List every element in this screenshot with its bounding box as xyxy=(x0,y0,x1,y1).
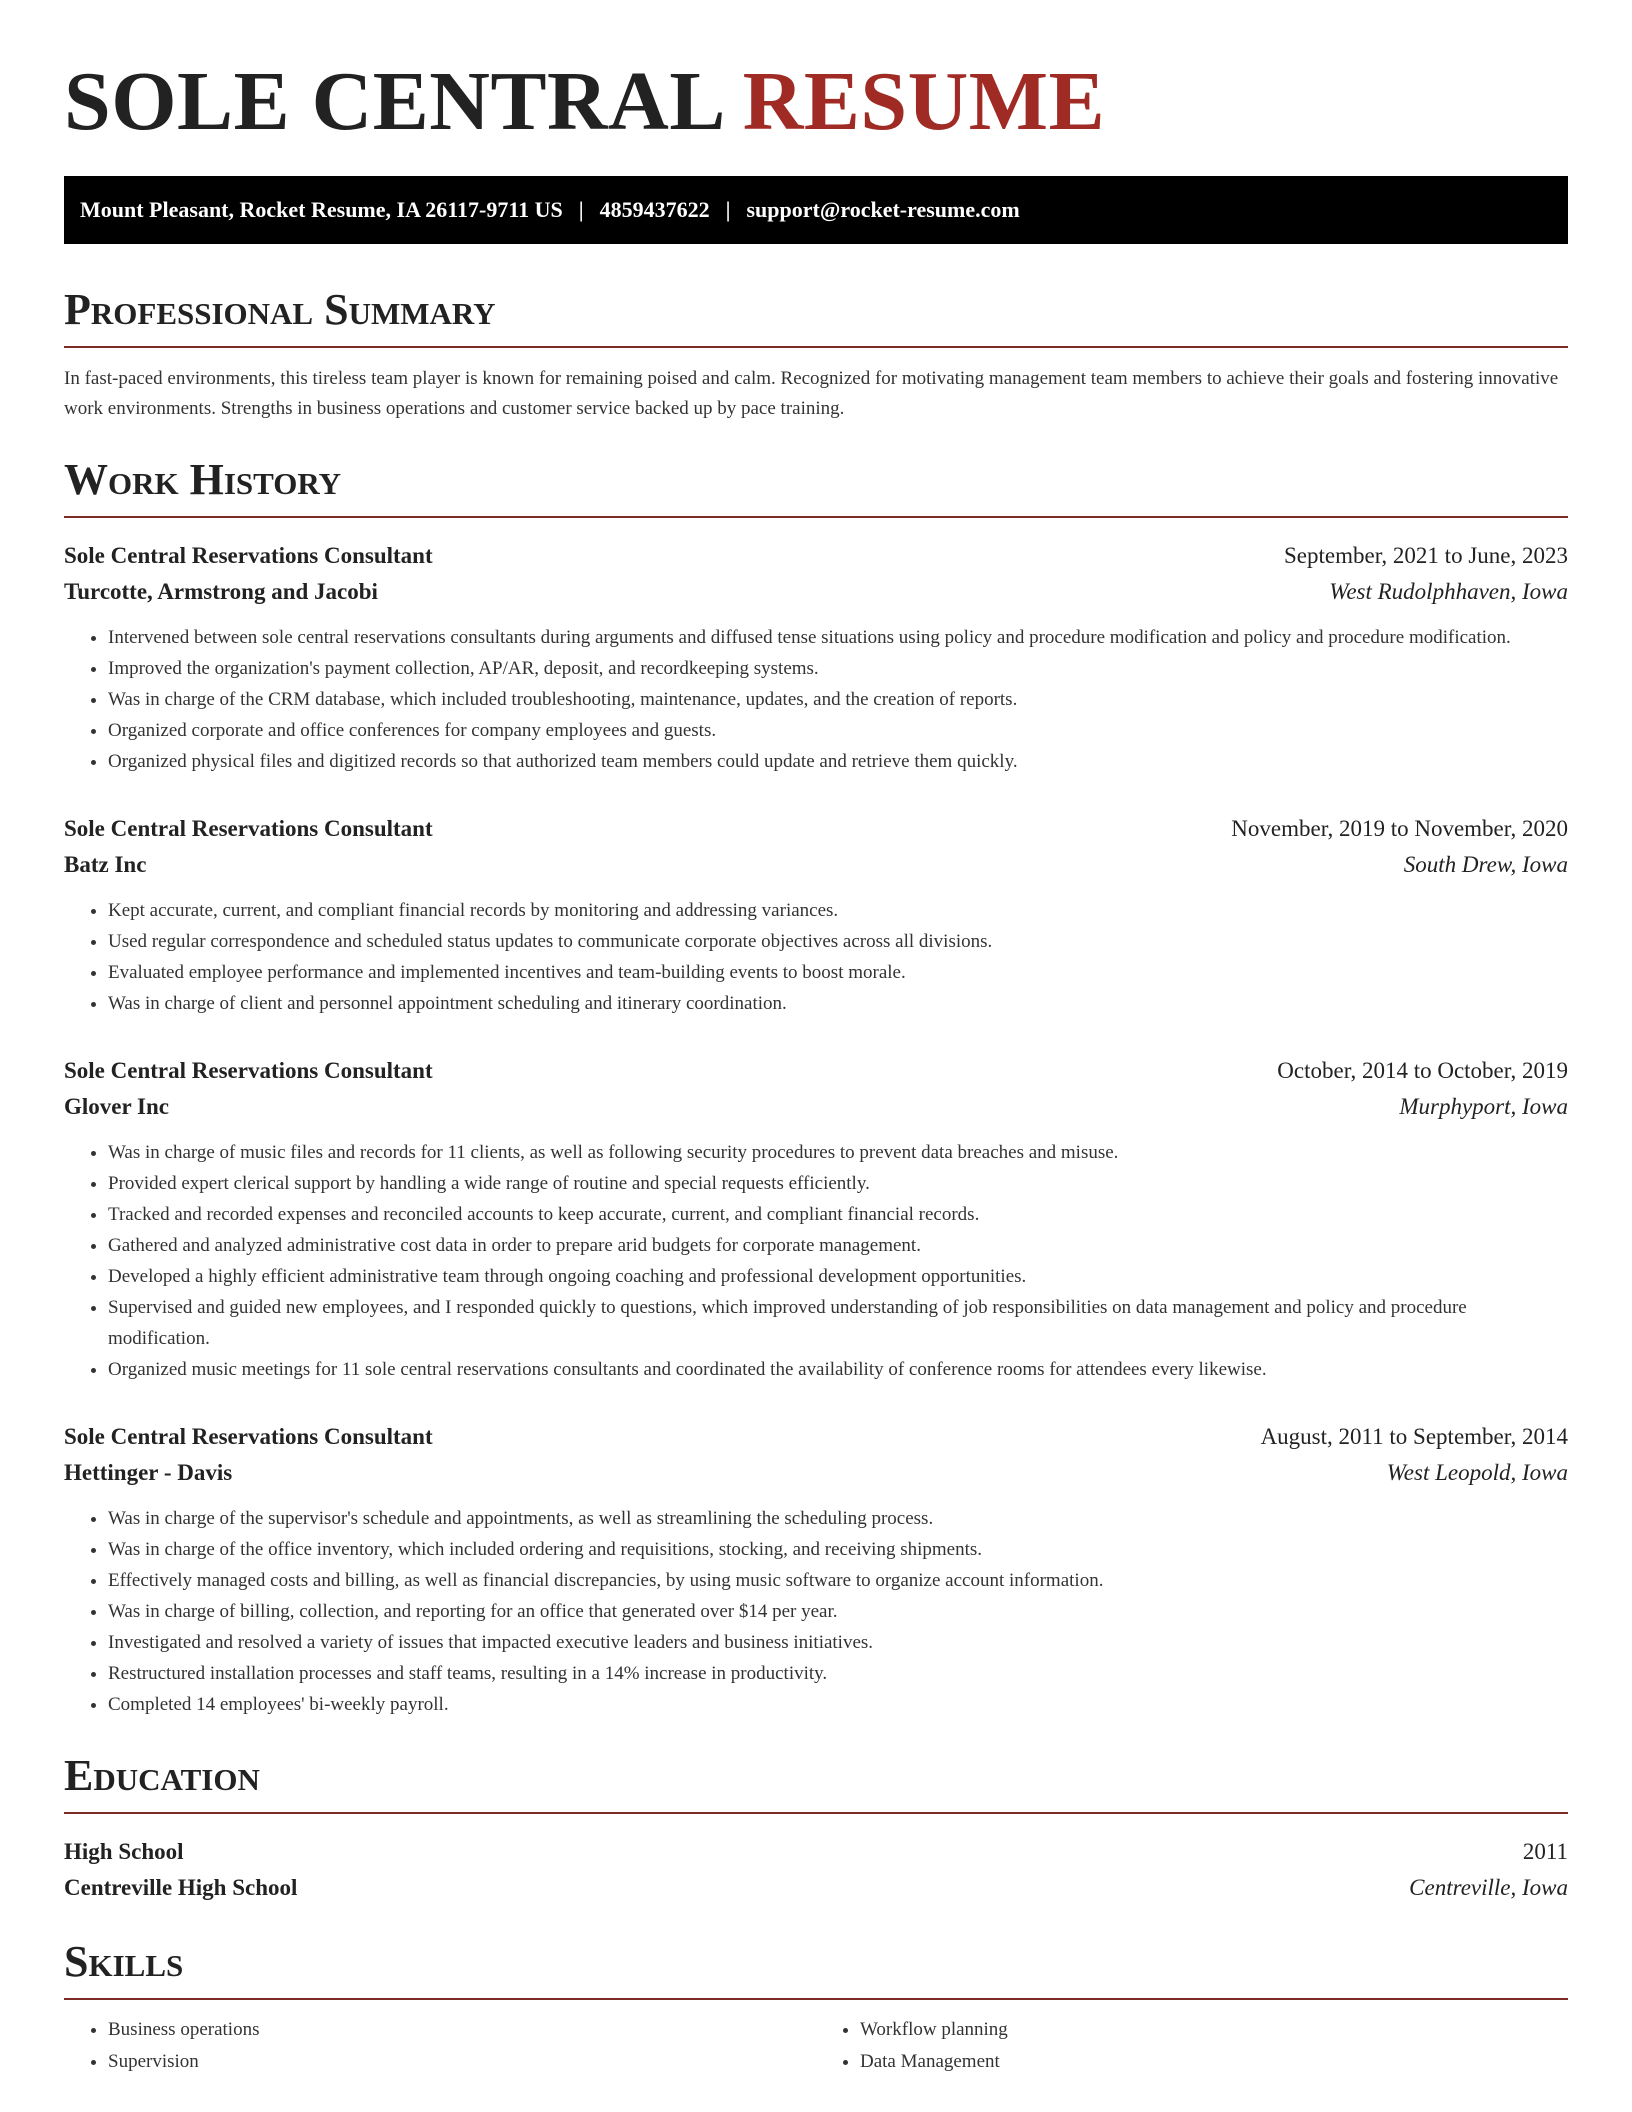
job-dates: October, 2014 to October, 2019 xyxy=(1277,1058,1568,1083)
job-company-row xyxy=(64,1455,1568,1491)
education-year: 2011 xyxy=(1522,1839,1568,1864)
job-bullet: • Provided expert clerical support by handling a wide range of routine and special requests efficiently. xyxy=(108,1168,1568,1199)
education-row-2 xyxy=(64,1870,1568,1906)
job-location: West Rudolphhaven, Iowa xyxy=(1329,579,1568,604)
job-title-row xyxy=(64,538,1568,574)
job-title-row xyxy=(64,811,1568,847)
job-bullet: • Restructured installation processes and staff teams, resulting in a 14% increase in productivity. xyxy=(108,1658,1568,1689)
job-bullet: • Effectively managed costs and billing, as well as financial discrepancies, by using music software to organize account information. xyxy=(108,1565,1568,1596)
job-dates: November, 2019 to November, 2020 xyxy=(1231,816,1568,841)
job-company: Glover Inc xyxy=(64,1094,169,1119)
work-history-section xyxy=(64,454,1568,1720)
job-bullet: • Completed 14 employees' bi-weekly payroll. xyxy=(108,1689,1568,1720)
job-company: Turcotte, Armstrong and Jacobi xyxy=(64,579,378,604)
job-location: South Drew, Iowa xyxy=(1403,852,1568,877)
skills-section xyxy=(64,1936,1568,2078)
work-history-heading: Work History xyxy=(64,454,1568,518)
education-heading: Education xyxy=(64,1750,1568,1814)
job-entry xyxy=(64,1053,1568,1385)
job-bullet: • Organized corporate and office conferences for company employees and guests. xyxy=(108,715,1568,746)
job-bullet: • Developed a highly efficient administrative team through ongoing coaching and professional development opportunities. xyxy=(108,1261,1568,1292)
job-location: Murphyport, Iowa xyxy=(1399,1094,1568,1119)
job-title: Sole Central Reservations Consultant xyxy=(64,1424,433,1449)
skills-column-right xyxy=(816,2014,1568,2078)
skill-item: • Data Management xyxy=(860,2046,1568,2078)
job-bullets xyxy=(64,1503,1568,1720)
job-bullet: • Was in charge of the office inventory, which included ordering and requisitions, stocking, and receiving shipments. xyxy=(108,1534,1568,1565)
education-location: Centreville, Iowa xyxy=(1409,1875,1568,1900)
skills-column-left xyxy=(64,2014,816,2078)
education-row-1 xyxy=(64,1834,1568,1870)
summary-section xyxy=(64,284,1568,424)
job-location: West Leopold, Iowa xyxy=(1386,1460,1568,1485)
skills-heading: Skills xyxy=(64,1936,1568,2000)
job-title-row xyxy=(64,1053,1568,1089)
job-bullets xyxy=(64,622,1568,777)
job-bullet: • Was in charge of billing, collection, and reporting for an office that generated over $14 per year. xyxy=(108,1596,1568,1627)
job-company-row xyxy=(64,574,1568,610)
job-entry xyxy=(64,538,1568,777)
job-company: Batz Inc xyxy=(64,852,147,877)
education-entry xyxy=(64,1834,1568,1906)
job-bullet: • Organized music meetings for 11 sole central reservations consultants and coordinated the availability of conference rooms for attendees every likewise. xyxy=(108,1354,1568,1385)
job-bullets xyxy=(64,1137,1568,1385)
name-first: SOLE CENTRAL xyxy=(64,55,722,148)
job-company-row xyxy=(64,847,1568,883)
job-bullet: • Was in charge of the CRM database, which included troubleshooting, maintenance, updates, and the creation of reports. xyxy=(108,684,1568,715)
skill-item: • Supervision xyxy=(108,2046,816,2078)
resume-name xyxy=(64,52,1568,152)
contact-separator: | xyxy=(578,197,584,222)
contact-separator: | xyxy=(725,197,731,222)
job-bullet: • Improved the organization's payment collection, AP/AR, deposit, and recordkeeping systems. xyxy=(108,653,1568,684)
job-bullet: • Used regular correspondence and scheduled status updates to communicate corporate objectives across all divisions. xyxy=(108,926,1568,957)
skill-item: • Workflow planning xyxy=(860,2014,1568,2046)
contact-phone: 4859437622 xyxy=(599,197,710,222)
skills-grid xyxy=(64,2014,1568,2078)
contact-address: Mount Pleasant, Rocket Resume, IA 26117-9711 US xyxy=(80,197,563,222)
job-bullet: • Organized physical files and digitized records so that authorized team members could update and retrieve them quickly. xyxy=(108,746,1568,777)
summary-heading: Professional Summary xyxy=(64,284,1568,348)
job-bullet: • Supervised and guided new employees, and I responded quickly to questions, which improved understanding of job responsibilities on data management and policy and procedure modification. xyxy=(108,1292,1568,1354)
job-bullet: • Was in charge of client and personnel appointment scheduling and itinerary coordination. xyxy=(108,988,1568,1019)
job-title: Sole Central Reservations Consultant xyxy=(64,1058,433,1083)
job-bullet: • Gathered and analyzed administrative cost data in order to prepare arid budgets for corporate management. xyxy=(108,1230,1568,1261)
job-company: Hettinger - Davis xyxy=(64,1460,233,1485)
job-bullet: • Kept accurate, current, and compliant financial records by monitoring and addressing variances. xyxy=(108,895,1568,926)
job-bullet: • Evaluated employee performance and implemented incentives and team-building events to boost morale. xyxy=(108,957,1568,988)
job-entry xyxy=(64,811,1568,1019)
education-degree: High School xyxy=(64,1839,184,1864)
job-bullet: • Was in charge of music files and records for 11 clients, as well as following security procedures to prevent data breaches and misuse. xyxy=(108,1137,1568,1168)
jobs-list xyxy=(64,538,1568,1720)
skill-item: • Business operations xyxy=(108,2014,816,2046)
job-bullet: • Intervened between sole central reservations consultants during arguments and diffused tense situations using policy and procedure modification and policy and procedure modification. xyxy=(108,622,1568,653)
job-title-row xyxy=(64,1419,1568,1455)
contact-email: support@rocket-resume.com xyxy=(746,197,1020,222)
job-dates: August, 2011 to September, 2014 xyxy=(1260,1424,1568,1449)
education-school: Centreville High School xyxy=(64,1875,298,1900)
job-bullet: • Was in charge of the supervisor's schedule and appointments, as well as streamlining the scheduling process. xyxy=(108,1503,1568,1534)
job-title: Sole Central Reservations Consultant xyxy=(64,816,433,841)
summary-text: In fast-paced environments, this tireless team player is known for remaining poised and calm. Recognized for motivating management team members to achieve their goals and fostering innovative work environments. Strengths in business operations and customer service backed up by pace training. xyxy=(64,368,1559,419)
job-bullets xyxy=(64,895,1568,1019)
education-section xyxy=(64,1750,1568,1906)
job-company-row xyxy=(64,1089,1568,1125)
job-dates: September, 2021 to June, 2023 xyxy=(1284,543,1568,568)
job-bullet: • Tracked and recorded expenses and reconciled accounts to keep accurate, current, and compliant financial records. xyxy=(108,1199,1568,1230)
name-last: RESUME xyxy=(742,55,1106,148)
job-title: Sole Central Reservations Consultant xyxy=(64,543,433,568)
contact-bar xyxy=(64,176,1568,244)
job-entry xyxy=(64,1419,1568,1720)
job-bullet: • Investigated and resolved a variety of issues that impacted executive leaders and business initiatives. xyxy=(108,1627,1568,1658)
